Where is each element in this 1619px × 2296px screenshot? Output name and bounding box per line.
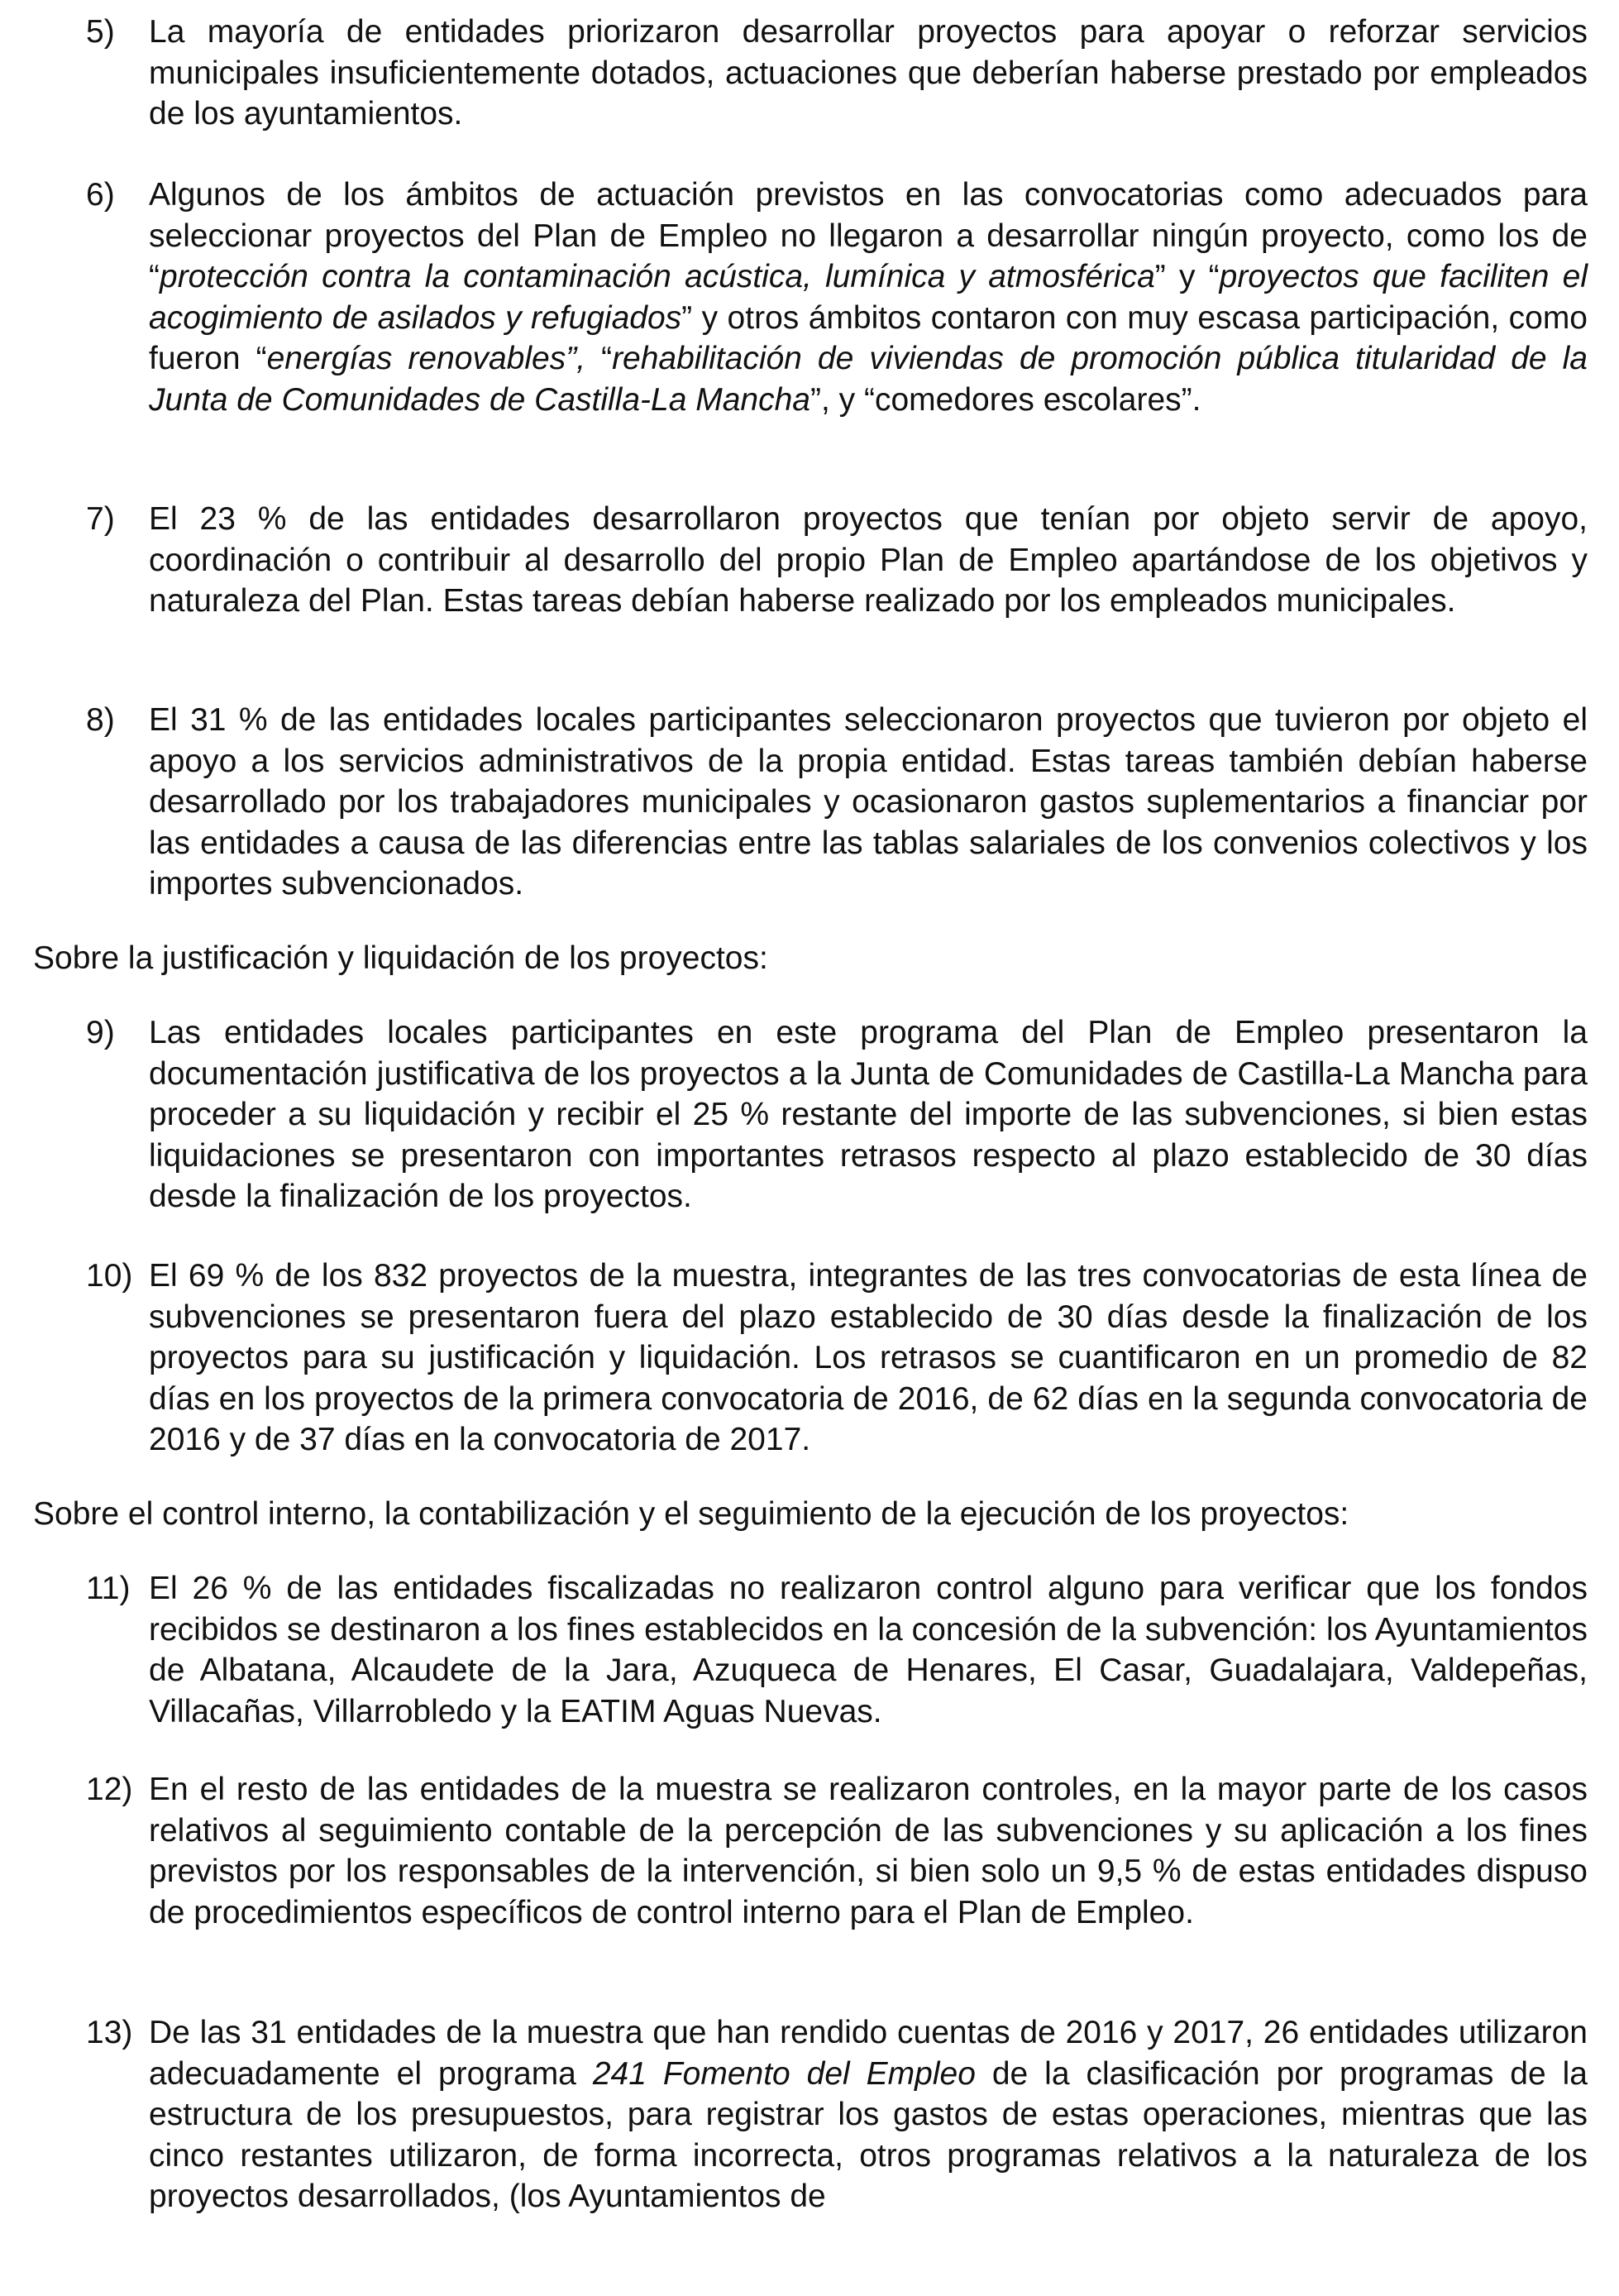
list-item — [86, 12, 1588, 135]
item-text: La mayoría de entidades priorizaron desarrollar proyectos para apoyar o reforzar servicios municipales insuficientemente dotados, actuaciones que deberían haberse prestado por empleados de los ayuntamientos. — [149, 14, 1588, 132]
item-number: 6) — [86, 177, 115, 213]
item-text: En el resto de las entidades de la muestra se realizaron controles, en la mayor parte de los casos relativos al seguimiento contable de la percepción de las subvenciones y su aplicación a los fines previstos por los responsables de la intervención, si bien solo un 9,5 % de estas entidades dispuso de procedimientos específicos de control interno para el Plan de Empleo. — [149, 1772, 1588, 1930]
list-item — [86, 1568, 1588, 1732]
item-text: El 69 % de los 832 proyectos de la muestra, integrantes de las tres convocatorias de esta línea de subvenciones se presentaron fuera del plazo establecido de 30 días desde la finalización de los proyectos para su justificación y liquidación. Los retrasos se cuantificaron en un promedio de 82 días en los proyectos de la primera convocatoria de 2016, de 62 días en la segunda convocatoria de 2016 y de 37 días en la convocatoria de 2017. — [149, 1258, 1588, 1457]
item-number: 7) — [86, 501, 115, 537]
list-item — [86, 1256, 1588, 1461]
list-item — [86, 2012, 1588, 2217]
item-number: 9) — [86, 1015, 115, 1050]
section-heading: Sobre el control interno, la contabilización y el seguimiento de la ejecución de los proyectos: — [33, 1496, 1349, 1532]
list-item — [86, 1012, 1588, 1217]
item-number: 5) — [86, 14, 115, 50]
item-text: El 31 % de las entidades locales participantes seleccionaron proyectos que tuvieron por objeto el apoyo a los servicios administrativos de la propia entidad. Estas tareas también debían haberse desarrollado por los trabajadores municipales y ocasionaron gastos suplementarios a financiar por las entidades a causa de las diferencias entre las tablas salariales de los convenios colectivos y los importes subvencionados. — [149, 702, 1588, 902]
item-number: 11) — [86, 1571, 131, 1606]
list-item — [86, 700, 1588, 905]
item-number: 13) — [86, 2015, 133, 2050]
item-number: 10) — [86, 1258, 133, 1294]
item-number: 12) — [86, 1772, 133, 1807]
item-text: Algunos de los ámbitos de actuación previstos en las convocatorias como adecuados para seleccionar proyectos del Plan de Empleo no llegaron a desarrollar ningún proyecto, como los de “protección contra la contaminación acústica, lumínica y atmosférica” y “proyectos que faciliten el acogimiento de asilados y refugiados” y otros ámbitos contaron con muy escasa participación, como fueron “energías renovables”, “rehabilitación de viviendas de promoción pública titularidad de la Junta de Comunidades de Castilla-La Mancha”, y “comedores escolares”. — [149, 177, 1588, 418]
section-heading: Sobre la justificación y liquidación de los proyectos: — [33, 940, 768, 976]
list-item — [86, 499, 1588, 622]
item-text: El 26 % de las entidades fiscalizadas no realizaron control alguno para verificar que los fondos recibidos se destinaron a los fines establecidos en la concesión de la subvención: los Ayuntamientos de Albatana, Alcaudete de la Jara, Azuqueca de Henares, El Casar, Guadalajara, Valdepeñas, Villacañas, Villarrobledo y la EATIM Aguas Nuevas. — [149, 1571, 1588, 1729]
list-item — [86, 175, 1588, 420]
item-text: El 23 % de las entidades desarrollaron proyectos que tenían por objeto servir de apoyo, coordinación o contribuir al desarrollo del propio Plan de Empleo apartándose de los objetivos y naturaleza del Plan. Estas tareas debían haberse realizado por los empleados municipales. — [149, 501, 1588, 619]
item-text: Las entidades locales participantes en este programa del Plan de Empleo presentaron la documentación justificativa de los proyectos a la Junta de Comunidades de Castilla-La Mancha para proceder a su liquidación y recibir el 25 % restante del importe de las subvenciones, si bien estas liquidaciones se presentaron con importantes retrasos respecto al plazo establecido de 30 días desde la finalización de los proyectos. — [149, 1015, 1588, 1214]
list-item — [86, 1769, 1588, 1933]
item-number: 8) — [86, 702, 115, 738]
item-text: De las 31 entidades de la muestra que han rendido cuentas de 2016 y 2017, 26 entidades utilizaron adecuadamente el programa 241 Fomento del Empleo de la clasificación por programas de la estructura de los presupuestos, para registrar los gastos de estas operaciones, mientras que las cinco restantes utilizaron, de forma incorrecta, otros programas relativos a la naturaleza de los proyectos desarrollados, (los Ayuntamientos de — [149, 2015, 1588, 2214]
